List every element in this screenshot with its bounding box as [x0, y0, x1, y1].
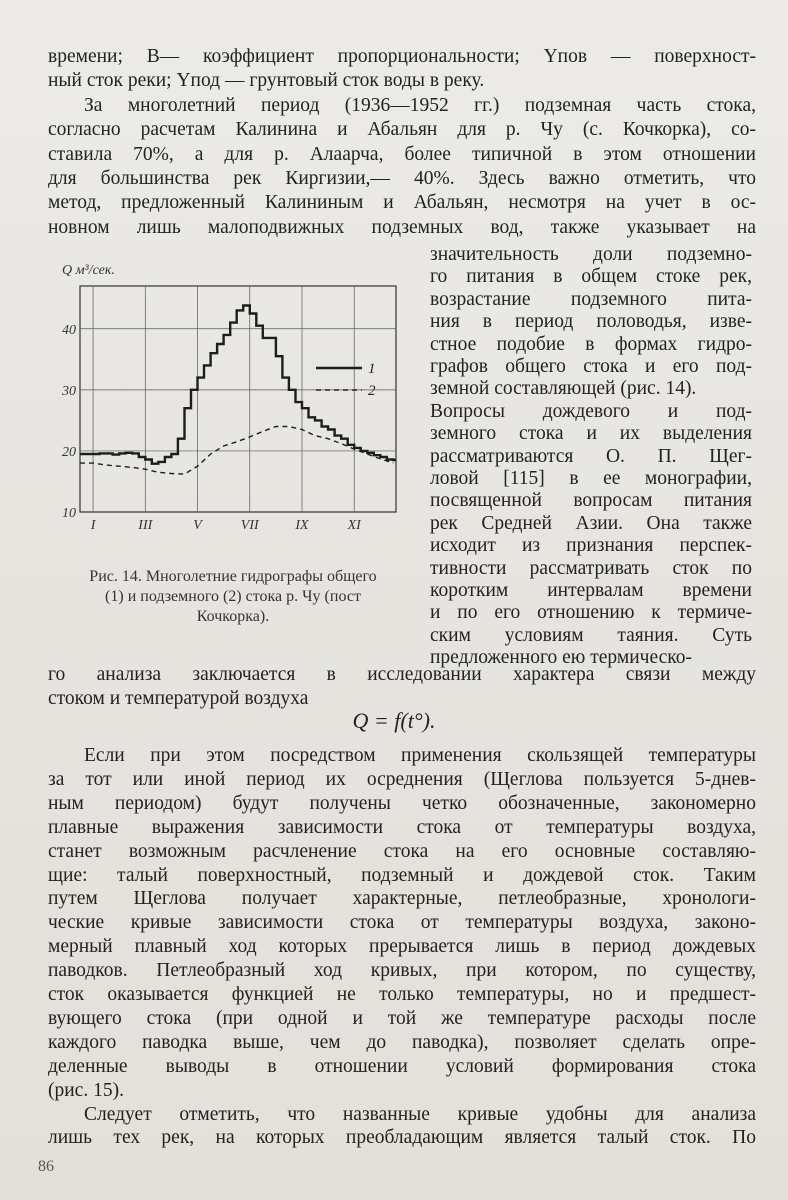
text-line: каждого паводка выше, чем до паводка), позволяет сделать опре-: [48, 1031, 756, 1053]
y-tick-label: 30: [62, 383, 76, 399]
text-line: паводков. Петлеобразный ход кривых, при котором, по существу,: [48, 960, 756, 982]
text-line: стоком и температурой воздуха: [48, 688, 309, 709]
text-line: ный сток реки; Yпод — грунтовый сток воды в реку.: [48, 70, 485, 92]
x-tick-label: VII: [240, 518, 259, 533]
x-tick-label: IX: [295, 518, 309, 533]
page-number: 86: [38, 1158, 54, 1175]
text-line: и по его отношению к термиче-: [430, 602, 752, 624]
text-line: За многолетний период (1936—1952 гг.) подземная часть стока,: [84, 94, 756, 116]
text-line: Если при этом посредством применения скользящей температуры: [84, 745, 756, 766]
text-line: ческие кривые зависимости стока от температуры воздуха, законо-: [48, 912, 756, 934]
text-line: мерный плавный ход которых прерывается лишь в период дождевых: [48, 936, 756, 958]
text-line: станет возможным расчленение стока на его основные составляю-: [48, 840, 756, 862]
text-line: новном лишь малоподвижных подземных вод, также указывает на: [48, 216, 756, 238]
text-line: для большинства рек Киргизии,— 40%. Здесь важно отметить, что: [48, 168, 756, 189]
text-line: Вопросы дождевого и под-: [430, 400, 752, 422]
text-line: стное подобие в формах гидро-: [430, 333, 752, 355]
text-line: ния в период половодья, изве-: [430, 311, 752, 333]
text-line: значительность доли подземно-: [430, 244, 752, 265]
caption-line: Кочкорка).: [196, 608, 270, 625]
text-line: тивности рассматривать сток по: [430, 557, 752, 579]
text-line: земного стока и их выделения: [430, 423, 752, 445]
text-line: коротким интервалам времени: [430, 580, 752, 601]
x-tick-label: I: [90, 518, 96, 533]
text-line: согласно расчетам Калинина и Абальян для р. Чу (с. Кочкорка), со-: [48, 119, 756, 141]
series-2-line: [80, 427, 393, 475]
text-line: предложенного ею термическо-: [430, 647, 692, 669]
text-line: лишь тех рек, на которых преобладающим является талый сток. По: [48, 1127, 756, 1149]
text-line: Следует отметить, что названные кривые удобны для анализа: [84, 1103, 756, 1125]
text-line: деленные выводы в отношении условий формирования стока: [48, 1055, 756, 1077]
x-tick-label: XI: [347, 518, 361, 533]
legend-label-2: 2: [368, 383, 376, 399]
x-tick-label: V: [193, 518, 202, 533]
figure-14-hydrograph: [44, 252, 404, 542]
text-line: сток оказывается функцией не только температуры, но и предшест-: [48, 984, 756, 1005]
text-line: рассматриваются О. П. Щег-: [430, 445, 752, 467]
text-line: посвященной вопросам питания: [430, 490, 752, 512]
y-tick-label: 40: [62, 322, 76, 338]
formula: Q = f(t°).: [352, 708, 436, 733]
text-line: исходит из признания перспек-: [430, 535, 752, 557]
text-line: времени; B— коэффициент пропорциональности; Yпов — поверхност-: [48, 46, 756, 67]
text-line: щие: талый поверхностный, подземный и дождевой сток. Таким: [48, 864, 756, 886]
text-line: рек Средней Азии. Она также: [430, 512, 752, 534]
text-line: земной составляющей (рис. 14).: [430, 378, 697, 400]
plot-frame: [80, 286, 396, 512]
text-line: ставила 70%, а для р. Алаарча, более типичной в этом отношении: [48, 143, 756, 165]
text-line: вующего стока (при одной и той же температуре расходы после: [48, 1007, 756, 1029]
caption-line: (1) и подземного (2) стока р. Чу (пост: [105, 588, 361, 605]
text-line: путем Щеглова получает характерные, петлеобразные, хронологи-: [48, 888, 756, 910]
legend-label-1: 1: [368, 361, 376, 377]
text-line: графов общего стока и его под-: [430, 356, 752, 377]
x-tick-label: III: [138, 518, 153, 533]
caption-line: Рис. 14. Многолетние гидрографы общего: [89, 568, 377, 585]
y-axis-label: Q м³/сек.: [62, 263, 115, 278]
text-line: ным периодом) будут получены четко обозначенные, закономерно: [48, 792, 756, 814]
text-line: (рис. 15).: [48, 1079, 124, 1101]
text-line: го питания в общем стоке рек,: [430, 266, 752, 288]
series-1-line: [80, 306, 396, 464]
text-line: за тот или иной период их осреднения (Щеглова пользуется 5-днев-: [48, 768, 756, 790]
text-line: метод, предложенный Калининым и Абальян, несмотря на учет в ос-: [48, 192, 756, 214]
text-line: го анализа заключается в исследовании характера связи между: [48, 664, 756, 685]
text-line: возрастание подземного пита-: [430, 288, 752, 310]
text-line: ским условиям таяния. Суть: [430, 624, 752, 646]
y-tick-label: 20: [62, 444, 76, 460]
text-line: ловой [115] в ее монографии,: [430, 468, 752, 489]
text-line: плавные выражения зависимости стока от температуры воздуха,: [48, 816, 756, 838]
y-tick-label: 10: [62, 506, 76, 521]
